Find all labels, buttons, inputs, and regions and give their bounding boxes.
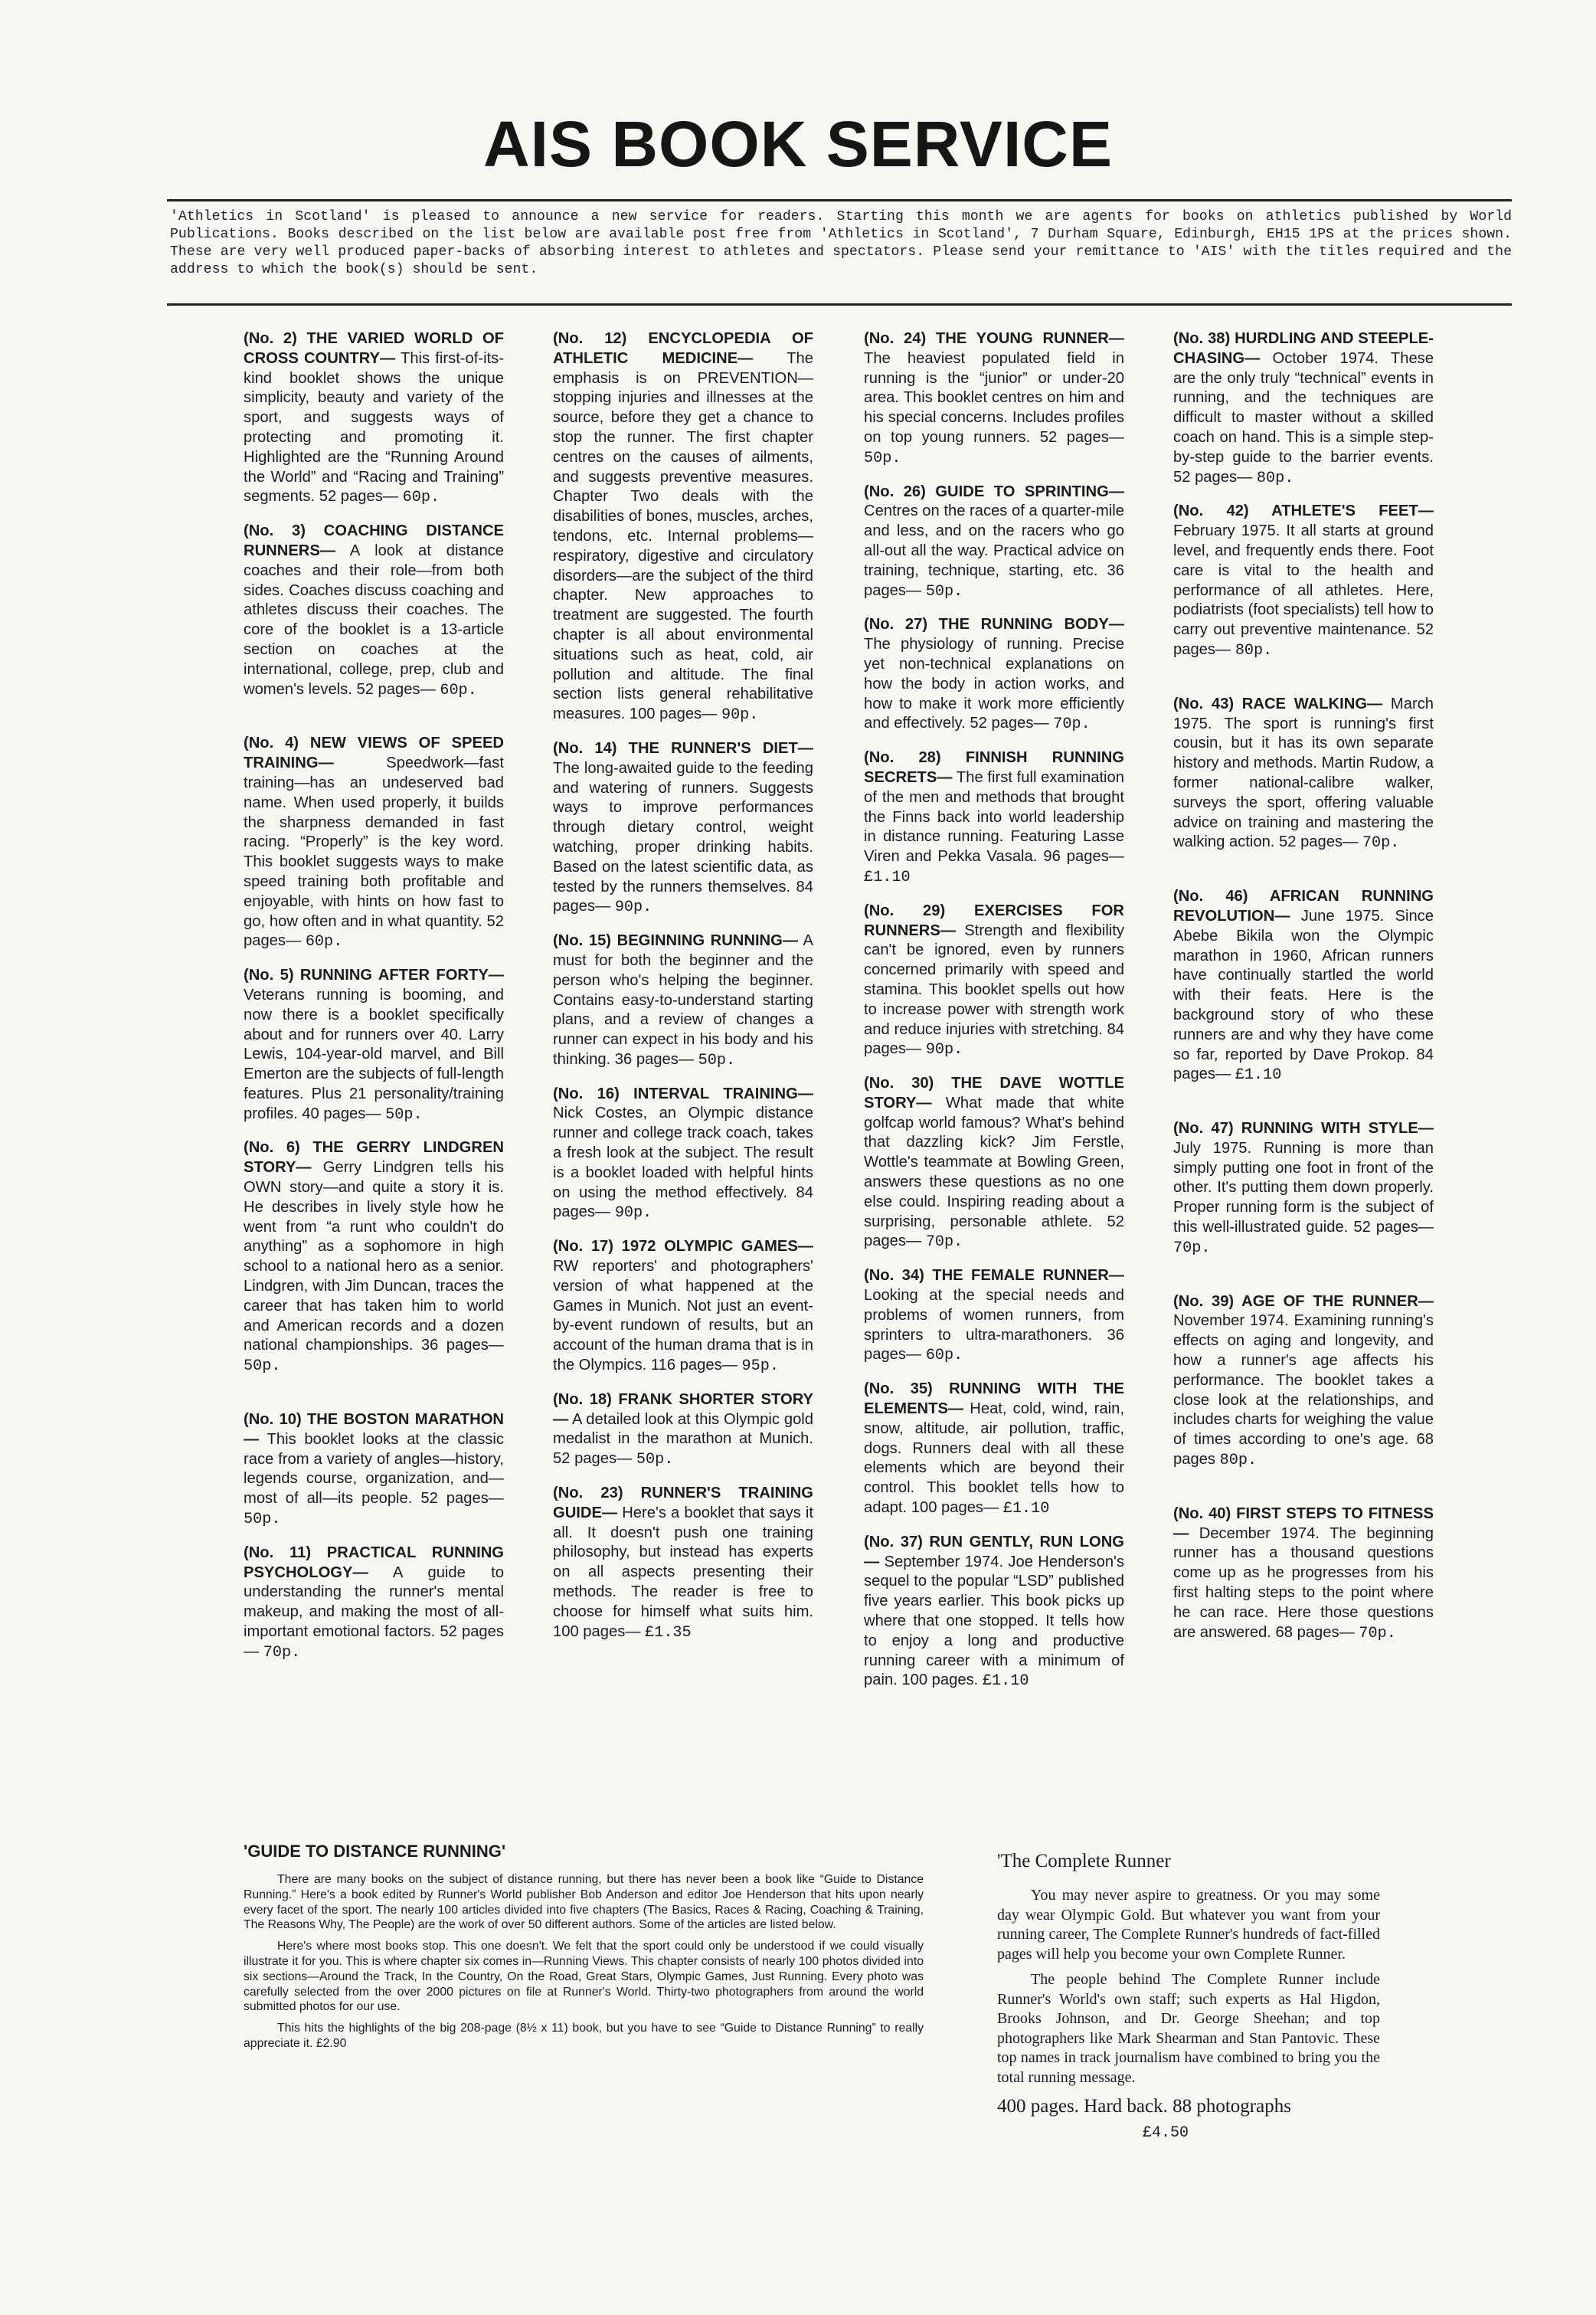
book-price: 50p.: [864, 449, 901, 467]
book-column-1: [244, 329, 504, 1677]
book-price: 80p.: [1256, 469, 1294, 487]
book-entry: [244, 966, 504, 1125]
book-title: (No. 18) FRANK SHORTER STORY—: [553, 1390, 813, 1428]
book-entry: [553, 932, 813, 1071]
book-description: This booklet looks at the classic race from a variety of angles—history, legends course, organization, and—most of all—its people. 52 pages—: [244, 1430, 504, 1508]
book-entry: [1173, 502, 1434, 660]
book-entry: [553, 1390, 813, 1470]
book-entry: [553, 1085, 813, 1224]
book-title: (No. 4) NEW VIEWS OF SPEED TRAINING—: [244, 735, 504, 772]
book-entry: [864, 1074, 1124, 1252]
book-description: Gerry Lindgren tells his OWN story—and quite a story it is. He describes in lively style how he went from “a runt who couldn't do anything” as a sophomore in high school to a national hero as a senior. Lindgren, with Jim Duncan, traces the career that has taken him to world and American records and a dozen national championships. 36 pages—: [244, 1159, 504, 1354]
book-title: (No. 39) AGE OF THE RUNNER—: [1173, 1292, 1434, 1310]
book-description: A must for both the beginner and the person who's helping the beginner. Contains easy-to-understand starting plans, and a review of changes a runner can expect in his body and his thinking. 36 pages—: [553, 932, 813, 1068]
complete-runner-title: 'The Complete Runner: [997, 1851, 1171, 1871]
book-price: 70p.: [1362, 834, 1400, 853]
book-entry: [553, 1484, 813, 1642]
book-description: What made that white golfcap world famous? What's behind that dazzling kick? Jim Ferstle, Wottle's teammate at Bowling Green, answers these questions as no one else could. Inspiring reading about a surprising, personable athlete. 52 pages—: [864, 1094, 1125, 1250]
book-title: (No. 40) FIRST STEPS TO FITNESS—: [1173, 1505, 1434, 1542]
book-price: 70p.: [263, 1643, 301, 1662]
book-description: This first-of-its-kind booklet shows the unique simplicity, beauty and variety of the sport, and suggests ways of protecting and promoting it. Highlighted are the “Running Around the World” and “Racing and Training” segments. 52 pages—: [244, 349, 504, 506]
guide-paragraph: Here's where most books stop. This one doesn't. We felt that the sport could only be understood if we could visually illustrate it for you. This is where chapter six comes in—Running Views. This chapter consists of nearly 100 photos divided into six sections—Around the Track, In the Country, On the Road, Great Stars, Olympic Games, Just Running. Every photo was carefully selected from the over 2000 pictures on file at Runner's World. Thirty-two photographers from around the world submitted photos for our use.: [244, 1940, 924, 2014]
intro-paragraph: 'Athletics in Scotland' is pleased to announce a new service for readers. Starting this month we are agents for books on athletics published by World Publications. Books described on the list below are available post free from 'Athletics in Scotland', 7 Durham Square, Edinburgh, EH15 1PS at the prices shown. These are very well produced paper-backs of absorbing interest to athletes and spectators. Please send your remittance to 'AIS' with the titles required and the address to which the book(s) should be sent.: [170, 209, 1512, 277]
book-price: £1.10: [864, 868, 911, 886]
book-price: £1.35: [645, 1623, 692, 1642]
book-price: 70p.: [1359, 1624, 1396, 1642]
book-price: 60p.: [305, 933, 343, 951]
book-entry: [864, 748, 1124, 888]
book-entry: [864, 1380, 1124, 1519]
book-title: (No. 43) RACE WALKING—: [1173, 695, 1383, 712]
book-price: 60p.: [925, 1347, 963, 1365]
book-description: A guide to understanding the runner's mental makeup, and making the most of all-important emotional factors. 52 pages—: [244, 1564, 504, 1660]
book-entry: [864, 615, 1124, 735]
book-description: September 1974. Joe Henderson's sequel to the popular “LSD” published five years earlier. This book picks up where that one stopped. It tells how to enjoy a long and productive running career with a minimum of pain. 100 pages.: [864, 1553, 1124, 1689]
book-entry: [864, 1533, 1124, 1691]
book-title: (No. 3) COACHING DISTANCE RUNNERS—: [244, 522, 504, 559]
book-price: 90p.: [614, 899, 652, 917]
book-entry: [553, 1237, 813, 1377]
book-price: 70p.: [1053, 715, 1091, 734]
book-price: £1.10: [982, 1672, 1029, 1691]
book-price: 80p.: [1219, 1452, 1258, 1470]
book-description: Looking at the special needs and problems of women runners, from sprinters to ultra-marathoners. 36 pages—: [864, 1287, 1124, 1364]
book-entry: [244, 1544, 504, 1663]
book-title: (No. 17) 1972 OLYMPIC GAMES—: [553, 1238, 813, 1256]
book-description: November 1974. Examining running's effects on aging and longevity, and how a runner's age affects his performance. The booklet takes a close look at the relationships, and includes charts for weighing the value of times according to one's age. 68 pages: [1173, 1312, 1434, 1469]
book-title: (No. 35) RUNNING WITH THE ELEMENTS—: [864, 1380, 1124, 1418]
book-entry: [244, 329, 504, 508]
book-price: 80p.: [1235, 641, 1273, 660]
book-description: Heat, cold, wind, rain, snow, altitude, air pollution, traffic, dogs. Runners deal with all these elements which are beyond their control. This booklet tells how to adapt. 100 pages—: [864, 1400, 1125, 1517]
book-description: June 1975. Since Abebe Bikila won the Olympic marathon in 1960, African runners have continually startled the world with their feats. Here is the background story of who these runners are and why they have come so far, reported by Dave Prokop. 84 pages—: [1173, 907, 1434, 1083]
book-price: 60p.: [402, 489, 440, 507]
book-title: (No. 28) FINNISH RUNNING SECRETS—: [864, 749, 1124, 786]
book-entry: [864, 1266, 1124, 1366]
book-description: February 1975. It all starts at ground level, and frequently ends there. Foot care is vital to the health and performance of all athletes. Here, podiatrists (foot specialists) tell how to carry out preventive maintenance. 52 pages—: [1173, 522, 1434, 658]
complete-runner-details: 400 pages. Hard back. 88 photographs: [997, 2096, 1291, 2117]
book-price: 95p.: [741, 1357, 779, 1376]
book-description: December 1974. The beginning runner has a thousand questions come up as he progresses from his first halting steps to the point where he can race. Here those questions are answered. 68 pages—: [1173, 1524, 1434, 1641]
book-description: Strength and flexibility can't be ignored, even by runners concerned primarily with speed and stamina. This booklet spells out how to increase power with strength work and reduce injuries with stretching. 84 pages—: [864, 922, 1124, 1058]
book-title: (No. 46) AFRICAN RUNNING REVOLUTION—: [1173, 888, 1434, 925]
book-title: (No. 10) THE BOSTON MARATHON—: [244, 1411, 504, 1448]
book-title: (No. 11) PRACTICAL RUNNING PSYCHOLOGY—: [244, 1544, 504, 1581]
book-description: July 1975. Running is more than simply putting one foot in front of the other. It's putting them down properly. Proper running form is the subject of this well-illustrated guide. 52 pages—: [1173, 1139, 1434, 1236]
book-title: (No. 6) THE GERRY LINDGREN STORY—: [244, 1139, 504, 1177]
book-entry: [864, 902, 1124, 1060]
book-title: (No. 2) THE VARIED WORLD OF CROSS COUNTRY—: [244, 330, 504, 367]
book-title: (No. 42) ATHLETE'S FEET—: [1173, 503, 1434, 520]
book-description: Veterans running is booming, and now there is a booklet specifically about and for runners over 40. Larry Lewis, 104-year-old marvel, and Bill Emerton are the subjects of full-length features. Plus 21 personality/training profiles. 40 pages—: [244, 986, 505, 1122]
book-title: (No. 30) THE DAVE WOTTLE STORY—: [864, 1075, 1124, 1112]
complete-runner-price: £4.50: [1142, 2124, 1189, 2142]
guide-paragraph-text: This hits the highlights of the big 208-page (8½ x 11) book, but you have to see “Guide to Distance Running” to really appreciate it.: [244, 2022, 924, 2050]
book-description: RW reporters' and photographers' version of what happened at the Games in Munich. Not just an event-by-event rundown of results, but an account of the human drama that is in the Olympics. 116 pages—: [553, 1258, 813, 1374]
book-price: 50p.: [636, 1451, 674, 1469]
book-title: (No. 37) RUN GENTLY, RUN LONG—: [864, 1533, 1124, 1570]
book-description: The physiology of running. Precise yet non-technical explanations on how the body in action works, and how to make it work more efficiently and effectively. 52 pages—: [864, 636, 1124, 732]
complete-runner-paragraph: You may never aspire to greatness. Or you may some day wear Olympic Gold. But whatever you want from your running career, The Complete Runner's hundreds of fact-filled pages will help you become your own Complete Runner.: [997, 1887, 1380, 1963]
book-title: (No. 23) RUNNER'S TRAINING GUIDE—: [553, 1485, 813, 1521]
book-entry: [244, 522, 504, 700]
book-description: Here's a booklet that says it all. It doesn't push one training philosophy, but instead has experts on all aspects presenting their methods. The reader is free to choose for himself what suits him. 100 pages—: [553, 1504, 813, 1640]
book-description: The emphasis is on PREVENTION—stopping injuries and illnesses at the source, before they get a chance to stop the runner. The first chapter centres on the causes of ailments, and suggests preventive measures. Chapter Two deals with the disabilities of bones, muscles, arches, tendons, etc. Internal problems—respiratory, digestive and circulatory disorders—are the subject of the third chapter. New approaches to treatment are suggested. The fourth chapter is all about environmental situations such as heat, cold, air pollution and altitude. The final section lists general rehabilitative measures. 100 pages—: [553, 349, 813, 723]
book-description: Nick Costes, an Olympic distance runner and college track coach, takes a fresh look at the subject. The result is a booklet loaded with helpful hints on using the method effectively. 84 pages—: [553, 1105, 813, 1221]
book-column-2: [553, 329, 813, 1656]
book-title: (No. 38) HURDLING AND STEEPLE-CHASING—: [1173, 330, 1434, 367]
guide-title: 'GUIDE TO DISTANCE RUNNING': [244, 1842, 506, 1861]
book-entry: [1173, 1292, 1434, 1471]
complete-runner-section: [997, 1851, 1380, 2142]
book-entry: [244, 1410, 504, 1530]
book-description: Centres on the races of a quarter-mile and less, and on the racers who go all-out all the way. Practical advice on training, technique, starting, etc. 36 pages—: [864, 503, 1124, 599]
book-entry: [244, 1138, 504, 1377]
complete-runner-paragraph: The people behind The Complete Runner include Runner's World's own staff; such experts as Hal Higdon, Brooks Johnson, and Dr. George Sheehan; and top photographers like Mark Shearman and Stan Pantovic. These top names in track journalism have combined to bring you the total running message.: [997, 1971, 1380, 2086]
book-title: (No. 27) THE RUNNING BODY—: [864, 616, 1124, 634]
guide-price: £2.90: [316, 2036, 347, 2050]
book-price: 50p.: [385, 1105, 423, 1124]
book-entry: [1173, 329, 1434, 488]
guide-paragraph: There are many books on the subject of distance running, but there has never been a book like “Guide to Distance Running.” Here's a book edited by Runner's World publisher Bob Anderson and editor Joe Henderson that hits upon nearly every facet of the sport. The nearly 100 articles divided into five chapters (The Basics, Races & Racing, Coaching & Training, The Reasons Why, The People) are the work of over 50 different authors. Some of the articles are listed below.: [244, 1873, 924, 1932]
guide-paragraph: [244, 2021, 924, 2051]
book-price: 90p.: [721, 706, 759, 725]
book-price: 50p.: [698, 1051, 736, 1069]
intro-rule: [167, 303, 1512, 306]
book-description: March 1975. The sport is running's first cousin, but it has its own separate history and methods. Martin Rudow, a former national-calibre walker, surveys the sport, offering valuable advice on training and mastering the walking action. 52 pages—: [1173, 695, 1434, 851]
book-column-4: [1173, 329, 1434, 1657]
book-entry: [553, 739, 813, 918]
book-description: October 1974. These are the only truly “technical” events in running, and the techniques are difficult to master without a skilled coach on hand. This is a simple step-by-step guide to the barrier events. 52 pages—: [1173, 349, 1434, 486]
book-description: A look at distance coaches and their role—from both sides. Coaches discuss coaching and athletes discuss their coaches. The core of the booklet is a 13-article section on coaches at the international, college, prep, club and women's levels. 52 pages—: [244, 542, 504, 698]
book-price: £1.10: [1235, 1066, 1282, 1085]
book-entry: [1173, 1505, 1434, 1644]
book-price: 90p.: [925, 1041, 963, 1059]
book-title: (No. 24) THE YOUNG RUNNER—: [864, 330, 1124, 347]
book-title: (No. 12) ENCYCLOPEDIA OF ATHLETIC MEDICINE—: [553, 330, 813, 367]
book-price: 60p.: [440, 681, 477, 699]
book-entry: [244, 734, 504, 952]
book-price: 50p.: [244, 1357, 281, 1376]
book-title: (No. 34) THE FEMALE RUNNER—: [864, 1267, 1124, 1285]
book-title: (No. 5) RUNNING AFTER FORTY—: [244, 967, 504, 984]
book-price: 50p.: [925, 582, 963, 601]
guide-to-distance-running-section: [244, 1842, 924, 2058]
book-price: 70p.: [1173, 1239, 1211, 1257]
book-title: (No. 15) BEGINNING RUNNING—: [553, 932, 799, 950]
book-title: (No. 14) THE RUNNER'S DIET—: [553, 739, 813, 757]
book-entry: [1173, 695, 1434, 853]
title-rule: [167, 199, 1512, 201]
book-price: 90p.: [614, 1204, 652, 1223]
book-entry: [864, 329, 1124, 469]
book-entry: [1173, 1119, 1434, 1259]
book-title: (No. 16) INTERVAL TRAINING—: [553, 1085, 813, 1102]
book-entry: [553, 329, 813, 725]
book-title: (No. 29) EXERCISES FOR RUNNERS—: [864, 902, 1124, 939]
book-title: (No. 47) RUNNING WITH STYLE—: [1173, 1120, 1434, 1138]
book-description: The long-awaited guide to the feeding and watering of runners. Suggests ways to improve performances through dietary control, weight watching, proper drinking habits. Based on the latest scientific data, as tested by the runners themselves. 84 pages—: [553, 759, 813, 915]
book-description: Speedwork—fast training—has an undeserved bad name. When used properly, it builds the sharpness demanded in fast racing. “Properly” is the key word. This booklet suggests ways to make speed training both profitable and enjoyable, with hints on how fast to go, how often and in what quantity. 52 pages—: [244, 755, 504, 950]
book-price: 70p.: [925, 1233, 963, 1252]
book-description: The heaviest populated field in running is the “junior” or under-20 area. This booklet centres on him and his special concerns. Includes profiles on top young runners. 52 pages—: [864, 349, 1124, 446]
book-title: (No. 26) GUIDE TO SPRINTING—: [864, 483, 1124, 500]
book-entry: [864, 483, 1124, 602]
book-description: A detailed look at this Olympic gold medalist in the marathon at Munich. 52 pages—: [553, 1410, 814, 1468]
book-entry: [1173, 887, 1434, 1085]
page-title: AIS BOOK SERVICE: [483, 108, 1113, 180]
book-column-3: [864, 329, 1124, 1705]
book-price: 50p.: [244, 1511, 281, 1529]
book-price: £1.10: [1002, 1500, 1050, 1518]
book-description: The first full examination of the men and methods that brought the Finns back into world leadership in distance running. Featuring Lasse Viren and Pekka Vasala. 96 pages—: [864, 768, 1125, 866]
